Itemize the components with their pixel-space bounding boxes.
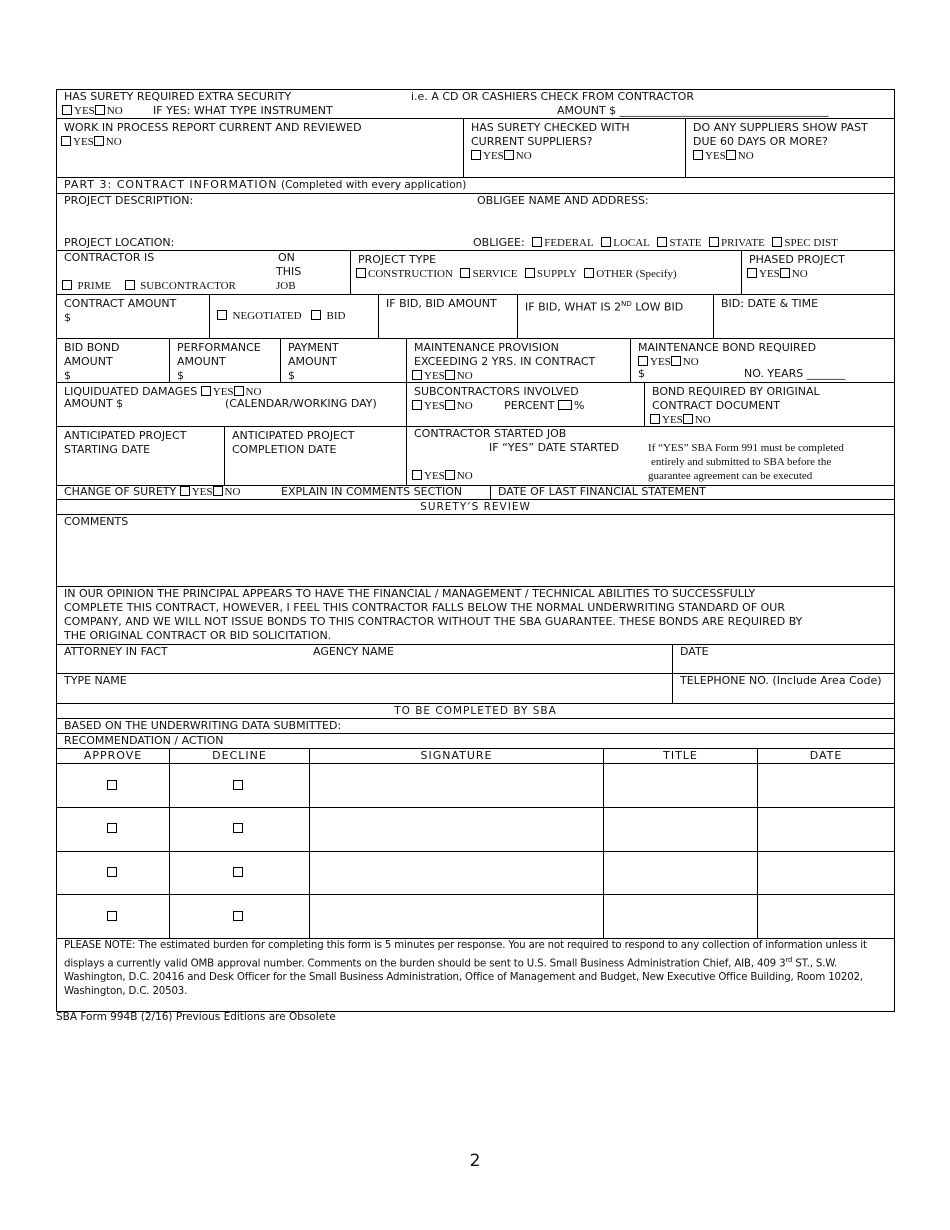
- project-type-label: PROJECT TYPE: [358, 253, 437, 266]
- supply-checkbox[interactable]: [525, 268, 535, 278]
- extra-security-example: i.e. A CD OR CASHIERS CHECK FROM CONTRACTOR: [411, 90, 694, 103]
- damages-row: LIQUIDUATED DAMAGES YES NO AMOUNT $ (CALENDAR/WORKING DAY) SUBCONTRACTORS INVOLVED YES NO PERCENT % BOND REQUIRED BY ORIGINAL CONTRACT DOCUMENT YES NO: [56, 383, 895, 427]
- if-yes-date-label: IF “YES” DATE STARTED: [489, 441, 620, 454]
- decline-column-header: DECLINE: [212, 749, 267, 762]
- sba-header: [56, 704, 895, 719]
- signature-cell[interactable]: [309, 808, 603, 851]
- maintenance-bond-options: YES NO: [638, 355, 887, 369]
- signature-cell[interactable]: [309, 852, 603, 894]
- approve-column-header: APPROVE: [83, 749, 143, 762]
- bid-amount-label: IF BID, BID AMOUNT: [386, 297, 497, 310]
- based-on-row: [56, 719, 895, 734]
- burden-note-line-1: PLEASE NOTE: The estimated burden for completing this form is 5 minutes per response. You are not required to respond to any collection of information unless it: [64, 940, 867, 951]
- past-due-yes-checkbox[interactable]: [693, 150, 703, 160]
- bond-required-label: BOND REQUIRED BY ORIGINAL: [652, 385, 820, 398]
- phased-project-label: PHASED PROJECT: [749, 253, 845, 266]
- anticipated-start-label: ANTICIPATED PROJECT: [64, 429, 187, 442]
- contractor-started-options: YES NO: [412, 469, 473, 483]
- maintenance-bond-label: MAINTENANCE BOND REQUIRED: [638, 341, 817, 354]
- decline-checkbox[interactable]: [233, 867, 243, 877]
- subcontractors-involved-label: SUBCONTRACTORS INVOLVED: [414, 385, 579, 398]
- maintenance-provision-no-checkbox[interactable]: [445, 370, 455, 380]
- bid-bond-label: BID BOND: [64, 341, 120, 354]
- table-row: [56, 895, 895, 939]
- other-checkbox[interactable]: [584, 268, 594, 278]
- sba-991-note-3: guarantee agreement can be executed: [648, 470, 813, 482]
- approve-checkbox[interactable]: [107, 867, 117, 877]
- obligee-name-label: OBLIGEE NAME AND ADDRESS:: [477, 194, 649, 207]
- extra-security-label: HAS SURETY REQUIRED EXTRA SECURITY: [64, 90, 292, 103]
- page-number: 2: [469, 1151, 481, 1171]
- checked-suppliers-no-checkbox[interactable]: [504, 150, 514, 160]
- maintenance-bond-no-checkbox[interactable]: [671, 356, 681, 366]
- wip-yes-checkbox[interactable]: [61, 136, 71, 146]
- opinion-row: IN OUR OPINION THE PRINCIPAL APPEARS TO HAVE THE FINANCIAL / MANAGEMENT / TECHNICAL ABILITIES TO SUCCESSFULLY COMPLETE THIS CONTRACT, HOWEVER, I FEEL THIS CONTRACTOR FALLS BELOW THE NORMAL UNDERWRITING STANDARD OF OUR COMPANY, AND WE WILL NOT ISSUE BONDS TO THIS CONTRACTOR WITHOUT THE SBA GUARANTEE. THESE BONDS ARE REQUIRED BY THE ORIGINAL CONTRACT OR BID SOLICITATION.: [56, 587, 895, 645]
- liquidated-yes-checkbox[interactable]: [201, 386, 211, 396]
- recommendation-label: RECOMMENDATION / ACTION: [64, 734, 224, 747]
- decline-checkbox[interactable]: [233, 780, 243, 790]
- change-surety-yes-checkbox[interactable]: [180, 486, 190, 496]
- approve-checkbox[interactable]: [107, 780, 117, 790]
- sba-991-note-1: If “YES” SBA Form 991 must be completed: [648, 442, 844, 454]
- signature-cell[interactable]: [309, 764, 603, 807]
- anticipated-completion-label: ANTICIPATED PROJECT: [232, 429, 355, 442]
- checked-suppliers-label: HAS SURETY CHECKED WITH: [471, 121, 630, 134]
- title-cell[interactable]: [603, 808, 757, 851]
- table-row: [56, 852, 895, 895]
- form-footer: SBA Form 994B (2/16) Previous Editions are Obsolete: [56, 1011, 336, 1023]
- subcontractors-yes-checkbox[interactable]: [412, 400, 422, 410]
- contractor-role-options: PRIME SUBCONTRACTOR: [62, 279, 236, 293]
- approve-checkbox[interactable]: [107, 823, 117, 833]
- date-cell[interactable]: [757, 895, 894, 938]
- date-cell[interactable]: [757, 764, 894, 807]
- sba-991-note-2: entirely and submitted to SBA before the: [651, 456, 832, 468]
- date-cell[interactable]: [757, 808, 894, 851]
- maintenance-provision-label: MAINTENANCE PROVISION: [414, 341, 559, 354]
- bid-date-time-label: BID: DATE & TIME: [721, 297, 819, 310]
- project-type-options: CONSTRUCTION SERVICE SUPPLY OTHER (Specify): [356, 267, 734, 281]
- type-name-row: [56, 674, 895, 704]
- no-years-label: NO. YEARS _______: [744, 367, 846, 380]
- bond-required-no-checkbox[interactable]: [683, 414, 693, 424]
- wip-options: YES NO: [61, 135, 449, 149]
- percent-box[interactable]: [558, 400, 572, 410]
- wip-label: WORK IN PROCESS REPORT CURRENT AND REVIEWED: [64, 121, 362, 134]
- service-checkbox[interactable]: [460, 268, 470, 278]
- opinion-line-1: IN OUR OPINION THE PRINCIPAL APPEARS TO HAVE THE FINANCIAL / MANAGEMENT / TECHNICAL ABILITIES TO SUCCESSFULLY: [64, 587, 756, 600]
- telephone-label: TELEPHONE NO. (Include Area Code): [680, 674, 882, 687]
- date-label: DATE: [680, 645, 709, 658]
- liquidated-no-checkbox[interactable]: [234, 386, 244, 396]
- extra-security-no-checkbox[interactable]: [95, 105, 105, 115]
- subcontractors-options: YES NO PERCENT %: [412, 399, 637, 413]
- change-of-surety-row: [56, 486, 895, 500]
- dates-row: ANTICIPATED PROJECT STARTING DATE ANTICIPATED PROJECT COMPLETION DATE CONTRACTOR STARTED JOB IF “YES” DATE STARTED If “YES” SBA Form 991 must be completed entirely and submitted to SBA before the guarantee agreement can be executed YES NO: [56, 427, 895, 486]
- calendar-working-label: (CALENDAR/WORKING DAY): [225, 397, 377, 410]
- amount-label: AMOUNT $ ______________________________________: [557, 104, 829, 117]
- surety-review-title: SURETY’S REVIEW: [420, 501, 531, 513]
- liquidated-damages-label: LIQUIDUATED DAMAGES YES NO: [64, 385, 262, 398]
- performance-label: PERFORMANCE: [177, 341, 261, 354]
- part3-title: PART 3: CONTRACT INFORMATION: [64, 178, 278, 191]
- burden-note: PLEASE NOTE: The estimated burden for completing this form is 5 minutes per response. You are not required to respond to any collection of information unless it displays a currently valid OMB approval number. Comments on the burden should be sent to U.S. Small Business Administration Chief, AIB, 409 3rd ST., S.W. Washington, D.C. 20416 and Desk Officer for the Small Business Administration, Office of Management and Budget, New Executive Office Building, Room 10202, Washington, D.C. 20503.: [56, 939, 895, 1012]
- part3-header: PART 3: CONTRACT INFORMATION (Completed with every application): [56, 178, 895, 194]
- bond-required-yes-checkbox[interactable]: [650, 414, 660, 424]
- change-of-surety-label: CHANGE OF SURETY YES NO: [64, 485, 241, 498]
- contractor-row: CONTRACTOR IS ON THIS JOB PRIME SUBCONTRACTOR PROJECT TYPE CONSTRUCTION SERVICE SUPPLY OTHER (Specify) PHASED PROJECT YES NO: [56, 251, 895, 295]
- past-due-options: YES NO: [693, 149, 887, 163]
- started-yes-checkbox[interactable]: [412, 470, 422, 480]
- obligee-state-checkbox[interactable]: [657, 237, 667, 247]
- sba-form: [56, 89, 895, 1012]
- agency-name-label: AGENCY NAME: [313, 645, 394, 658]
- comments-box[interactable]: [56, 515, 895, 587]
- project-description-label: PROJECT DESCRIPTION:: [64, 194, 194, 207]
- prime-checkbox[interactable]: [62, 280, 72, 290]
- recommendation-row: [56, 734, 895, 749]
- bond-amounts-row: BID BOND AMOUNT $ PERFORMANCE AMOUNT $ PAYMENT AMOUNT $ MAINTENANCE PROVISION EXCEEDING 2 YRS. IN CONTRACT YES NO MAINTENANCE BOND REQUIRED YES NO $ NO. YEARS _______: [56, 339, 895, 383]
- surety-review-header: [56, 500, 895, 515]
- extra-security-options: YES NO: [62, 104, 123, 118]
- maintenance-bond-yes-checkbox[interactable]: [638, 356, 648, 366]
- negotiated-checkbox[interactable]: [217, 310, 227, 320]
- decline-checkbox[interactable]: [233, 823, 243, 833]
- signature-column-header: SIGNATURE: [420, 749, 493, 762]
- approve-checkbox[interactable]: [107, 911, 117, 921]
- checked-suppliers-yes-checkbox[interactable]: [471, 150, 481, 160]
- title-cell[interactable]: [603, 852, 757, 894]
- maintenance-provision-options: YES NO: [412, 369, 623, 383]
- second-low-bid-label: IF BID, WHAT IS 2ND LOW BID: [525, 300, 684, 314]
- sba-title: TO BE COMPLETED BY SBA: [394, 705, 557, 717]
- contractor-started-label: CONTRACTOR STARTED JOB: [414, 427, 567, 440]
- construction-checkbox[interactable]: [356, 268, 366, 278]
- type-name-label: TYPE NAME: [64, 674, 127, 687]
- payment-label: PAYMENT: [288, 341, 339, 354]
- bid-checkbox[interactable]: [311, 310, 321, 320]
- table-row: [56, 764, 895, 808]
- attorney-row: [56, 645, 895, 674]
- obligee-federal-checkbox[interactable]: [532, 237, 542, 247]
- title-cell[interactable]: [603, 764, 757, 807]
- obligee-types: OBLIGEE: FEDERAL LOCAL STATE PRIVATE SPEC DIST: [473, 236, 838, 249]
- extra-security-row: [56, 89, 895, 119]
- obligee-private-checkbox[interactable]: [709, 237, 719, 247]
- subcontractor-checkbox[interactable]: [125, 280, 135, 290]
- wip-row: WORK IN PROCESS REPORT CURRENT AND REVIEWED YES NO HAS SURETY CHECKED WITH CURRENT SUPPLIERS? YES NO DO ANY SUPPLIERS SHOW PAST DUE 60 DAYS OR MORE? YES NO: [56, 119, 895, 178]
- past-due-label: DO ANY SUPPLIERS SHOW PAST: [693, 121, 868, 134]
- contract-amount-row: CONTRACT AMOUNT $ NEGOTIATED BID IF BID, BID AMOUNT IF BID, WHAT IS 2ND LOW BID BID: DATE & TIME: [56, 295, 895, 339]
- phased-no-checkbox[interactable]: [780, 268, 790, 278]
- liquidated-amount-label: AMOUNT $: [64, 397, 124, 410]
- award-type-options: NEGOTIATED BID: [217, 309, 346, 323]
- change-surety-no-checkbox[interactable]: [213, 486, 223, 496]
- phased-project-options: YES NO: [747, 267, 887, 281]
- approval-table-header: [56, 749, 895, 764]
- contract-amount-label: CONTRACT AMOUNT: [64, 297, 177, 310]
- table-row: [56, 808, 895, 852]
- maintenance-provision-yes-checkbox[interactable]: [412, 370, 422, 380]
- obligee-spec-dist-checkbox[interactable]: [772, 237, 782, 247]
- project-location-label: PROJECT LOCATION:: [64, 236, 175, 249]
- based-on-label: BASED ON THE UNDERWRITING DATA SUBMITTED:: [64, 719, 342, 732]
- date-cell[interactable]: [757, 852, 894, 894]
- comments-label: COMMENTS: [64, 515, 129, 528]
- date-column-header: DATE: [809, 749, 843, 762]
- title-column-header: TITLE: [663, 749, 698, 762]
- bond-required-options: YES NO: [650, 413, 887, 427]
- signature-cell[interactable]: [309, 895, 603, 938]
- date-last-financial-label: DATE OF LAST FINANCIAL STATEMENT: [498, 485, 706, 498]
- attorney-in-fact-label: ATTORNEY IN FACT: [64, 645, 168, 658]
- extra-security-yes-checkbox[interactable]: [62, 105, 72, 115]
- contractor-is-label: CONTRACTOR IS: [64, 251, 155, 264]
- title-cell[interactable]: [603, 895, 757, 938]
- decline-checkbox[interactable]: [233, 911, 243, 921]
- project-description-row: [56, 194, 895, 251]
- subcontractors-no-checkbox[interactable]: [445, 400, 455, 410]
- wip-no-checkbox[interactable]: [94, 136, 104, 146]
- checked-suppliers-options: YES NO: [471, 149, 678, 163]
- explain-comments-label: EXPLAIN IN COMMENTS SECTION: [281, 485, 463, 498]
- started-no-checkbox[interactable]: [445, 470, 455, 480]
- instrument-label: IF YES: WHAT TYPE INSTRUMENT: [153, 104, 333, 117]
- past-due-no-checkbox[interactable]: [726, 150, 736, 160]
- obligee-local-checkbox[interactable]: [601, 237, 611, 247]
- phased-yes-checkbox[interactable]: [747, 268, 757, 278]
